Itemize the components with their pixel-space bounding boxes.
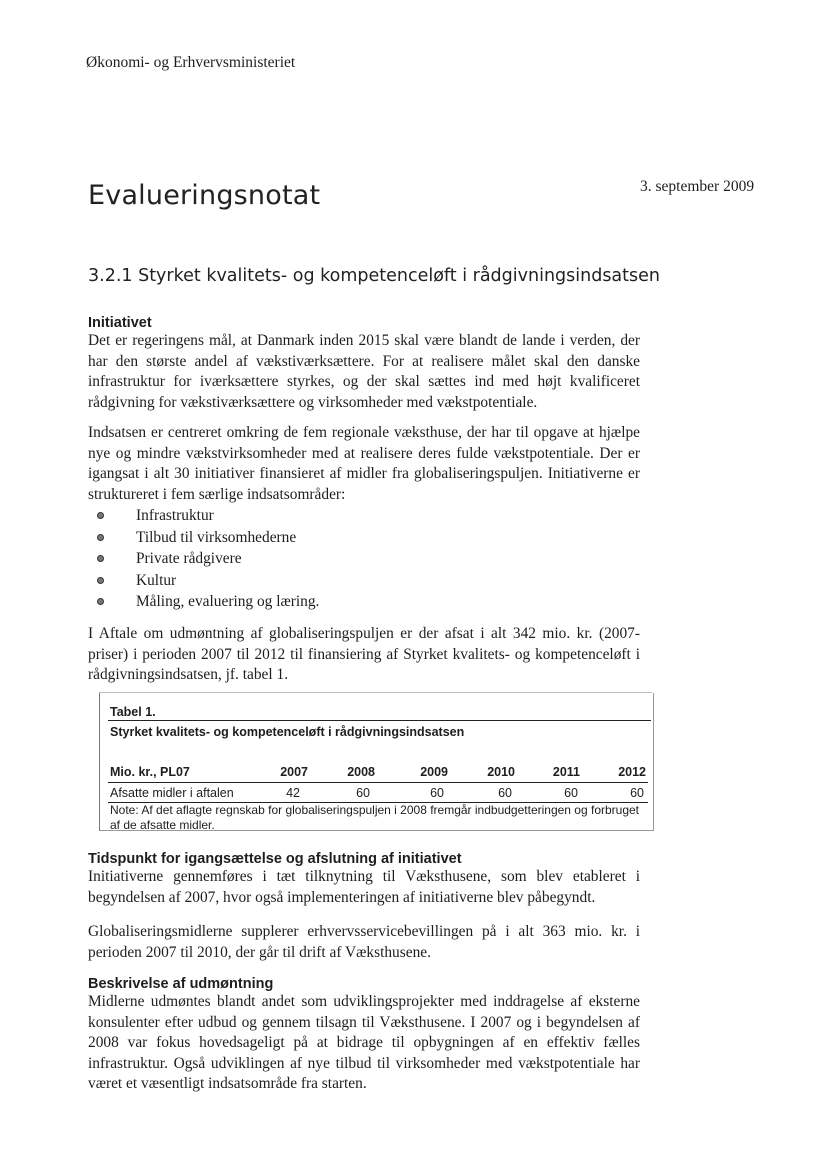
tidspunkt-paragraph-2: Globaliseringsmidlerne supplerer erhvervsservicebevillingen på i alt 363 mio. kr. i perioden 2007 til 2010, der går til drift af Væksthusene.: [88, 923, 640, 961]
indsatsomraader-list: [88, 505, 640, 613]
list-item: Infrastruktur: [88, 505, 640, 527]
table-cell: 60: [356, 786, 370, 800]
initiativet-heading: Initiativet: [88, 315, 152, 331]
ministry-name: Økonomi- og Erhvervsministeriet: [86, 54, 296, 71]
initiativet-paragraph-3: I Aftale om udmøntning af globaliseringspuljen er der afsat i alt 342 mio. kr. (2007-priser) i perioden 2007 til 2012 til finansiering af Styrket kvalitets- og kompetenceløft i rådgivningsindsatsen, jf. tabel 1.: [88, 625, 640, 683]
table-label: Tabel 1.: [110, 705, 156, 719]
table-row-label: Afsatte midler i aftalen: [110, 786, 234, 800]
budget-table: [99, 693, 654, 831]
initiativet-paragraph-1: Det er regeringens mål, at Danmark inden 2015 skal være blandt de lande i verden, der har den største andel af vækstiværksættere. For at realisere målet skal den danske infrastruktur for iværksættere styrkes, og der skal sættes ind med højt kvalificeret rådgivning for vækstiværksættere og virksomheder med vækstpotentiale.: [88, 332, 640, 411]
table-note: Note: Af det aflagte regnskab for globaliseringspuljen i 2008 fremgår indbudgetteringen og forbruget af de afsatte midler.: [110, 803, 640, 832]
table-header-label: Mio. kr., PL07: [110, 765, 190, 779]
table-cell: 60: [430, 786, 444, 800]
table-header-rule: [108, 782, 648, 783]
beskrivelse-section: [88, 976, 640, 1095]
beskrivelse-heading: Beskrivelse af udmøntning: [88, 976, 274, 992]
initiativet-paragraph-2-block: [88, 423, 640, 613]
initiativet-paragraph-2: Indsatsen er centreret omkring de fem regionale væksthuse, der har til opgave at hjælpe nye og mindre vækstvirksomheder med at realisere deres fulde vækstpotentiale. Der er igangsat i alt 30 initiativer finansieret af midler fra globaliseringspuljen. Initiativerne er struktureret i fem særlige indsatsområder:: [88, 424, 640, 503]
table-header-row: [110, 765, 646, 781]
bullet-icon: [97, 512, 104, 519]
table-header-year: 2011: [552, 765, 580, 779]
bullet-icon: [97, 534, 104, 541]
table-header-year: 2009: [420, 765, 448, 779]
tidspunkt-section: [88, 851, 640, 908]
tidspunkt-paragraph-1: Initiativerne gennemføres i tæt tilknytning til Væksthusene, som blev etableret i begyndelsen af 2007, hvor også implementeringen af initiativerne blev påbegyndt.: [88, 868, 640, 906]
initiativet-section: [88, 315, 640, 413]
bullet-icon: [97, 598, 104, 605]
list-item: Tilbud til virksomhederne: [88, 527, 640, 549]
list-item: Kultur: [88, 570, 640, 592]
table-cell: 42: [286, 786, 300, 800]
table-cell: 60: [564, 786, 578, 800]
table-header-year: 2008: [347, 765, 375, 779]
table-caption-rule: [108, 720, 651, 721]
tidspunkt-heading: Tidspunkt for igangsættelse og afslutning af initiativet: [88, 851, 462, 867]
table-header-year: 2010: [487, 765, 515, 779]
table-cell: 60: [498, 786, 512, 800]
list-item: Måling, evaluering og læring.: [88, 591, 640, 613]
table-cell: 60: [630, 786, 644, 800]
bullet-icon: [97, 555, 104, 562]
beskrivelse-paragraph-1: Midlerne udmøntes blandt andet som udviklingsprojekter med inddragelse af eksterne konsulenter efter udbud og gennem tilsagn til Væksthusene. I 2007 og i begyndelsen af 2008 var fokus hovedsageligt på at bidrage til opbygningen af en effektiv fælles infrastruktur. Også udviklingen af nye tilbud til virksomheder med vækstpotentiale har været et væsentligt indsatsområde fra starten.: [88, 993, 640, 1092]
section-heading: 3.2.1 Styrket kvalitets- og kompetenceløft i rådgivningsindsatsen: [88, 266, 660, 286]
document-title: Evalueringsnotat: [88, 180, 321, 211]
table-title: Styrket kvalitets- og kompetenceløft i rådgivningsindsatsen: [110, 725, 465, 739]
list-item: Private rådgivere: [88, 548, 640, 570]
table-header-year: 2012: [618, 765, 646, 779]
table-header-year: 2007: [280, 765, 308, 779]
tidspunkt-paragraph-2-block: [88, 922, 640, 963]
table-row: [110, 786, 646, 802]
bullet-icon: [97, 577, 104, 584]
initiativet-paragraph-3-block: [88, 624, 640, 686]
document-date: 3. september 2009: [640, 178, 755, 195]
